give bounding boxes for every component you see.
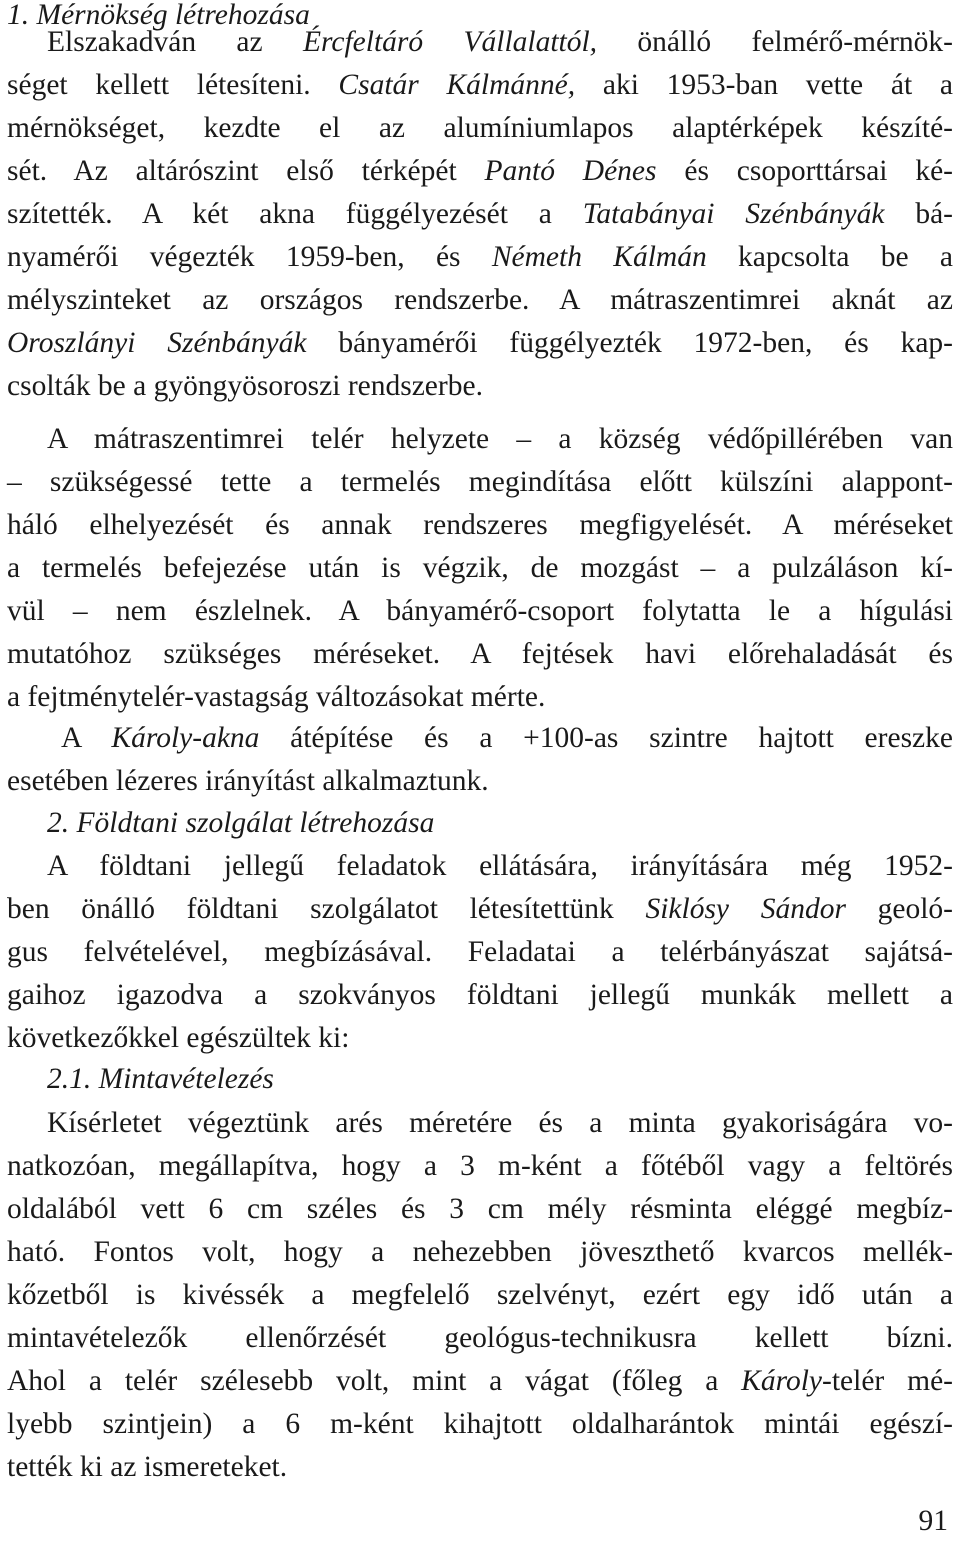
text-run: gaihoz igazodva a szokványos földtani jellegű munkák mellett a — [7, 979, 953, 1011]
text-run: Kísérletet végeztünk arés méretére és a minta gyakoriságára vo- — [47, 1107, 953, 1139]
text-line — [7, 150, 953, 193]
italic-run: Tatabányai Szénbányák — [582, 198, 885, 230]
text-line — [7, 931, 953, 974]
text-line — [7, 676, 953, 719]
text-run: A mátraszentimrei telér helyzete – a község védőpillérében van — [47, 423, 953, 455]
italic-run: Csatár Kálmánné, — [338, 69, 576, 101]
text-line — [47, 21, 953, 64]
text-line — [7, 1017, 953, 1060]
text-run: vül – nem észlelnek. A bányamérő-csoport folytatta le a hígulási — [7, 595, 953, 627]
italic-run: Ércfeltáró Vállalattól, — [302, 26, 598, 58]
text-run: Ahol a telér szélesebb volt, mint a vágat (főleg a — [7, 1365, 742, 1397]
text-run: mélyszinteket az országos rendszerbe. A mátraszentimrei aknát az — [7, 284, 953, 316]
text-run: nyamérői végezték 1959-ben, és — [7, 241, 492, 273]
text-line — [7, 461, 953, 504]
text-run: gus felvételével, megbízásával. Feladatai a telérbányászat sajátsá- — [7, 936, 953, 968]
text-line — [7, 633, 953, 676]
text-run: háló elhelyezését és annak rendszeres megfigyelését. A méréseket — [7, 509, 953, 541]
text-line — [7, 107, 953, 150]
text-run: bányamérői függélyezték 1972-ben, és kap- — [306, 327, 953, 359]
text-run: szítették. A két akna függélyezését a — [7, 198, 583, 230]
section-2-heading: 2. Földtani szolgálat létrehozása — [47, 807, 435, 839]
text-line — [7, 193, 953, 236]
text-line — [61, 717, 953, 760]
text-run: és csoporttársai ké- — [656, 155, 953, 187]
text-run: A földtani jellegű feladatok ellátására, irányítására még 1952- — [47, 850, 953, 882]
text-line — [7, 1145, 953, 1188]
text-line — [7, 888, 953, 931]
text-line — [7, 1403, 953, 1446]
text-line — [7, 1317, 953, 1360]
italic-run: Németh Kálmán — [491, 241, 707, 273]
section-1-heading: 1. Mérnökség létrehozása — [7, 0, 310, 31]
text-run: séget kellett létesíteni. — [7, 69, 339, 101]
text-run: oldalából vett 6 cm széles és 3 cm mély résminta eléggé megbíz- — [7, 1193, 953, 1225]
text-line — [7, 760, 953, 803]
text-line — [7, 236, 953, 279]
text-line — [47, 1102, 953, 1145]
text-line — [7, 1188, 953, 1231]
text-run: csolták be a gyöngyösoroszi rendszerbe. — [7, 370, 483, 402]
text-run: önálló felmérő-mérnök- — [597, 26, 953, 58]
text-line — [7, 64, 953, 107]
text-run: kőzetből is kivéssék a megfelelő szelvényt, ezért egy idő után a — [7, 1279, 953, 1311]
text-run: a fejtménytelér-vastagság változásokat mérte. — [7, 681, 546, 713]
text-run: kapcsolta be a — [706, 241, 954, 273]
section-2-1-heading: 2.1. Mintavételezés — [47, 1063, 274, 1095]
text-run: natkozóan, megállapítva, hogy a 3 m-ként a főtéből vagy a feltörés — [7, 1150, 953, 1182]
text-run: geoló- — [845, 893, 953, 925]
text-run: -telér mé- — [822, 1365, 953, 1397]
text-run: – szükségessé tette a termelés megindítása előtt külszíni alappont- — [7, 466, 953, 498]
text-line — [47, 845, 953, 888]
text-run: a termelés befejezése után is végzik, de mozgást – a pulzáláson kí- — [7, 552, 953, 584]
italic-run: Károly — [741, 1365, 823, 1397]
text-line — [7, 590, 953, 633]
text-run: A — [61, 722, 112, 754]
italic-run: Oroszlányi Szénbányák — [7, 327, 307, 359]
text-run: Elszakadván az — [47, 26, 303, 58]
text-line — [7, 279, 953, 322]
text-run: sét. Az altárószint első térképét — [7, 155, 485, 187]
text-run: mutatóhoz szükséges méréseket. A fejtések havi előrehaladását és — [7, 638, 953, 670]
text-line — [7, 974, 953, 1017]
text-line — [7, 1231, 953, 1274]
text-line — [7, 322, 953, 365]
text-run: mintavételezők ellenőrzését geológus-technikusra kellett bízni. — [7, 1322, 953, 1354]
text-run: bá- — [884, 198, 954, 230]
text-run: átépítése és a +100-as szintre hajtott ereszke — [259, 722, 953, 754]
text-line — [7, 365, 953, 408]
italic-run: Pantó Dénes — [484, 155, 657, 187]
page-number: 91 — [918, 1505, 948, 1537]
text-line — [7, 1360, 953, 1403]
text-line — [7, 504, 953, 547]
text-run: ható. Fontos volt, hogy a nehezebben jöveszthető kvarcos mellék- — [7, 1236, 953, 1268]
text-run: esetében lézeres irányítást alkalmaztunk. — [7, 765, 489, 797]
text-line — [7, 547, 953, 590]
text-run: aki 1953-ban vette át a — [575, 69, 953, 101]
text-line — [7, 1274, 953, 1317]
text-line — [7, 1446, 953, 1489]
italic-run: Siklósy Sándor — [645, 893, 846, 925]
italic-run: Károly-akna — [111, 722, 260, 754]
text-run: mérnökséget, kezdte el az alumíniumlapos alaptérképek készíté- — [7, 112, 953, 144]
text-run: ben önálló földtani szolgálatot létesítettünk — [7, 893, 646, 925]
text-run: lyebb szintjein) a 6 m-ként kihajtott oldalharántok mintái egészí- — [7, 1408, 953, 1440]
text-line — [47, 418, 953, 461]
text-run: következőkkel egészültek ki: — [7, 1022, 350, 1054]
text-run: tették ki az ismereteket. — [7, 1451, 288, 1483]
